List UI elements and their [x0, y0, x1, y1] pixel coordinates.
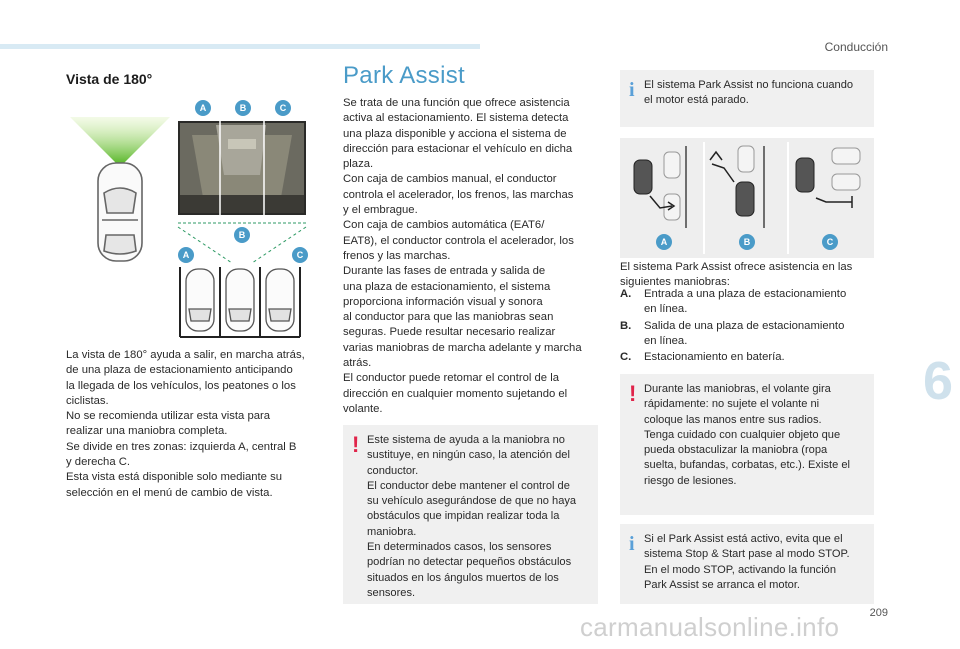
- warning-icon: !: [352, 432, 360, 457]
- page-number: 209: [869, 607, 888, 619]
- text-line: y el embrague.: [343, 204, 418, 217]
- text-line: selección en el menú de cambio de vista.: [66, 486, 273, 499]
- text-line: en línea.: [644, 303, 688, 316]
- label-c-top: C: [275, 100, 291, 116]
- label-a-top: A: [195, 100, 211, 116]
- text-line: riesgo de lesiones.: [644, 474, 737, 487]
- vista-180-title: Vista de 180°: [66, 71, 153, 87]
- text-line: El conductor puede retomar el control de la: [343, 372, 560, 385]
- parked-cars: [186, 269, 294, 331]
- text-line: El sistema Park Assist no funciona cuando: [644, 79, 854, 91]
- text-line: Tenga cuidado con cualquier objeto que: [644, 428, 841, 441]
- park-assist-text: [343, 96, 605, 417]
- info-icon: i: [629, 533, 635, 555]
- item-label: C.: [620, 351, 632, 363]
- text-line: y derecha C.: [66, 456, 131, 469]
- text-line: Entrada a una plaza de estacionamiento: [644, 288, 847, 300]
- item-label: B.: [620, 320, 632, 332]
- middle-warning-box: [343, 425, 598, 604]
- text-line: coloque las manos entre sus radios.: [644, 413, 822, 426]
- text-line: Se divide en tres zonas: izquierda A, central B: [66, 440, 297, 453]
- camera-image: [178, 121, 306, 215]
- text-line: Este sistema de ayuda a la maniobra no: [367, 434, 565, 446]
- text-line: en línea.: [644, 335, 688, 348]
- text-line: Durante las maniobras, el volante gira: [644, 383, 831, 395]
- text-line: atrás.: [343, 357, 372, 370]
- camera-cone: [70, 117, 170, 163]
- text-line: Durante las fases de entrada y salida de: [343, 265, 546, 278]
- text-line: al conductor para que las maniobras sean: [343, 311, 554, 324]
- label-c-zone: C: [292, 247, 308, 263]
- text-line: suelta, bufandas, corbatas, etc.). Existe el: [644, 459, 850, 472]
- text-line: Estacionamiento en batería.: [644, 351, 785, 363]
- text-line: Park Assist se arranca el motor.: [644, 578, 800, 591]
- text-line: conductor.: [367, 464, 419, 477]
- right-warning-box: [620, 374, 874, 515]
- vista-180-text: [66, 348, 328, 501]
- text-line: dirección para estacionar el vehículo en dicha: [343, 142, 573, 155]
- text-line: Se trata de una función que ofrece asistencia: [343, 97, 570, 109]
- text-line: seguras. Puede resultar necesario realizar: [343, 326, 556, 339]
- label-b-top: B: [235, 100, 251, 116]
- text-line: Con caja de cambios manual, el conductor: [343, 173, 557, 186]
- text-line: sistema Stop & Start pase al modo STOP.: [644, 548, 850, 561]
- text-line: maniobra.: [367, 525, 417, 538]
- text-line: pueda obstaculizar la maniobra (ropa: [644, 444, 828, 457]
- text-line: de una plaza de estacionamiento anticipando: [66, 364, 293, 377]
- item-label: A.: [620, 288, 632, 300]
- text-line: podrían no detectar pequeños obstáculos: [367, 556, 572, 569]
- label-c-maneuver: C: [822, 234, 838, 250]
- maneuver-item-a: [620, 287, 880, 318]
- top-accent-bar: [0, 44, 480, 49]
- label-b-zone: B: [234, 227, 250, 243]
- text-line: una plaza de estacionamiento, el sistema: [343, 280, 551, 293]
- text-line: realizar una maniobra completa.: [66, 425, 228, 438]
- text-line: volante.: [343, 402, 383, 415]
- text-line: La vista de 180° ayuda a salir, en marcha atrás,: [66, 349, 305, 361]
- info-box-bottom: [620, 524, 874, 604]
- text-line: Esta vista está disponible solo mediante su: [66, 471, 283, 484]
- text-line: el motor está parado.: [644, 94, 749, 107]
- text-line: No se recomienda utilizar esta vista para: [66, 410, 271, 423]
- label-b-maneuver: B: [739, 234, 755, 250]
- text-line: situados en los ángulos muertos de los: [367, 571, 559, 584]
- maneuvers-intro: [620, 260, 882, 291]
- maneuver-item-c: [620, 350, 880, 365]
- text-line: la llegada de los vehículos, los peatones o los: [66, 379, 296, 392]
- park-assist-title: Park Assist: [343, 62, 465, 89]
- text-line: El sistema Park Assist ofrece asistencia en las: [620, 261, 853, 273]
- info-box-top: [620, 70, 874, 127]
- text-line: EAT8), el conductor controla el acelerador, los: [343, 234, 574, 247]
- text-line: Con caja de cambios automática (EAT6/: [343, 219, 545, 232]
- label-a-zone: A: [178, 247, 194, 263]
- text-line: Salida de una plaza de estacionamiento: [644, 320, 845, 332]
- text-line: proporciona información visual y sonora: [343, 295, 543, 308]
- label-a-maneuver: A: [656, 234, 672, 250]
- text-line: El conductor debe mantener el control de: [367, 479, 570, 492]
- text-line: Si el Park Assist está activo, evita que el: [644, 533, 843, 545]
- text-line: ciclistas.: [66, 394, 109, 407]
- text-line: En el modo STOP, activando la función: [644, 563, 837, 576]
- info-icon: i: [629, 79, 635, 101]
- text-line: su vehículo asegurándose de que no haya: [367, 495, 577, 508]
- watermark: carmanualsonline.info: [580, 612, 840, 642]
- text-line: una plaza disponible y acciona el sistema de: [343, 127, 567, 140]
- text-line: dirección en cualquier momento sujetando el: [343, 387, 568, 400]
- chapter-number: 6: [922, 351, 954, 411]
- text-line: varias maniobras de marcha adelante y marcha: [343, 341, 582, 354]
- section-title: Conducción: [824, 40, 888, 54]
- text-line: plaza.: [343, 158, 374, 171]
- maneuver-item-b: [620, 319, 880, 350]
- view-180-illustration: [66, 95, 322, 343]
- text-line: rápidamente: no sujete el volante ni: [644, 398, 820, 411]
- text-line: activa al estacionamiento. El sistema detecta: [343, 112, 569, 125]
- text-line: sustituye, en ningún caso, la atención del: [367, 449, 570, 462]
- text-line: obstáculos que impidan realizar toda la: [367, 510, 560, 523]
- text-line: controla el acelerador, los frenos, las marchas: [343, 188, 574, 201]
- text-line: sensores.: [367, 586, 416, 599]
- text-line: siguientes maniobras:: [620, 276, 730, 289]
- text-line: frenos y las marchas.: [343, 249, 451, 262]
- warning-icon: !: [629, 381, 637, 406]
- car-top-view: [98, 163, 142, 261]
- text-line: En determinados casos, los sensores: [367, 541, 552, 554]
